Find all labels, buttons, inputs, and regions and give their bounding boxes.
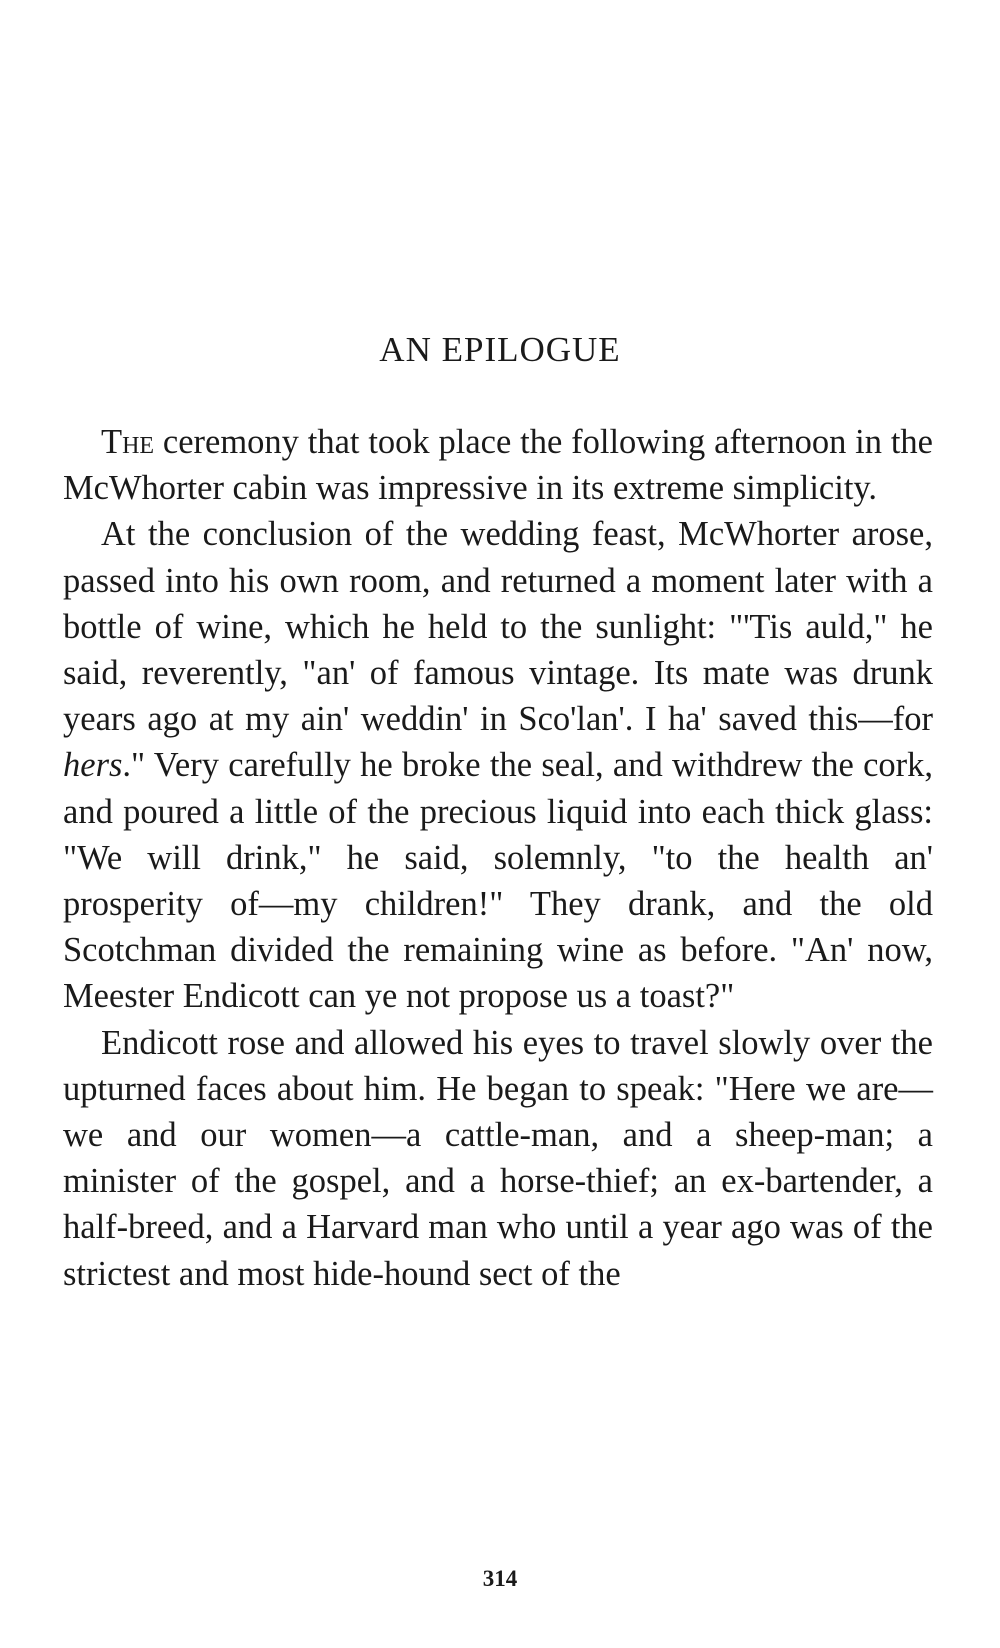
paragraph-2 (63, 511, 933, 1019)
paragraph-2-text-after: ." Very carefully he broke the seal, and withdrew the cork, and poured a little of the precious liquid into each thick glass: "We will drink," he said, solemnly, "to the health an' prosperity of—my children!" They drank, and the old Scotchman divided the remaining wine as before. "An' now, Meester Endicott can ye not propose us a toast?" (63, 746, 933, 1016)
paragraph-1-text: ceremony that took place the following afternoon in the McWhorter cabin was impressive in its extreme simplicity. (63, 423, 933, 508)
paragraph-2-emphasis: hers (63, 746, 123, 785)
chapter-title: AN EPILOGUE (379, 330, 621, 369)
paragraph-lead-word: The (101, 423, 155, 461)
body-text (63, 419, 933, 1297)
paragraph-2-text-before: At the conclusion of the wedding feast, McWhorter arose, passed into his own room, and returned a moment later with a bottle of wine, which he held to the sunlight: "'Tis auld," he said, reverently, "an' of famous vintage. Its mate was drunk years ago at my ain' weddin' in Sco'lan'. I ha' saved this—for (63, 515, 933, 739)
paragraph-1 (63, 419, 933, 511)
paragraph-3-text: Endicott rose and allowed his eyes to travel slowly over the upturned faces about him. He began to speak: "Here we are—we and our women—a cattle-man, and a sheep-man; a minister of the gospel, and a horse-thief; an ex-bartender, a half-breed, and a Harvard man who until a year ago was of the strictest and most hide-hound sect of the (63, 1023, 933, 1293)
paragraph-3 (63, 1020, 933, 1297)
page-number: 314 (482, 1566, 518, 1591)
